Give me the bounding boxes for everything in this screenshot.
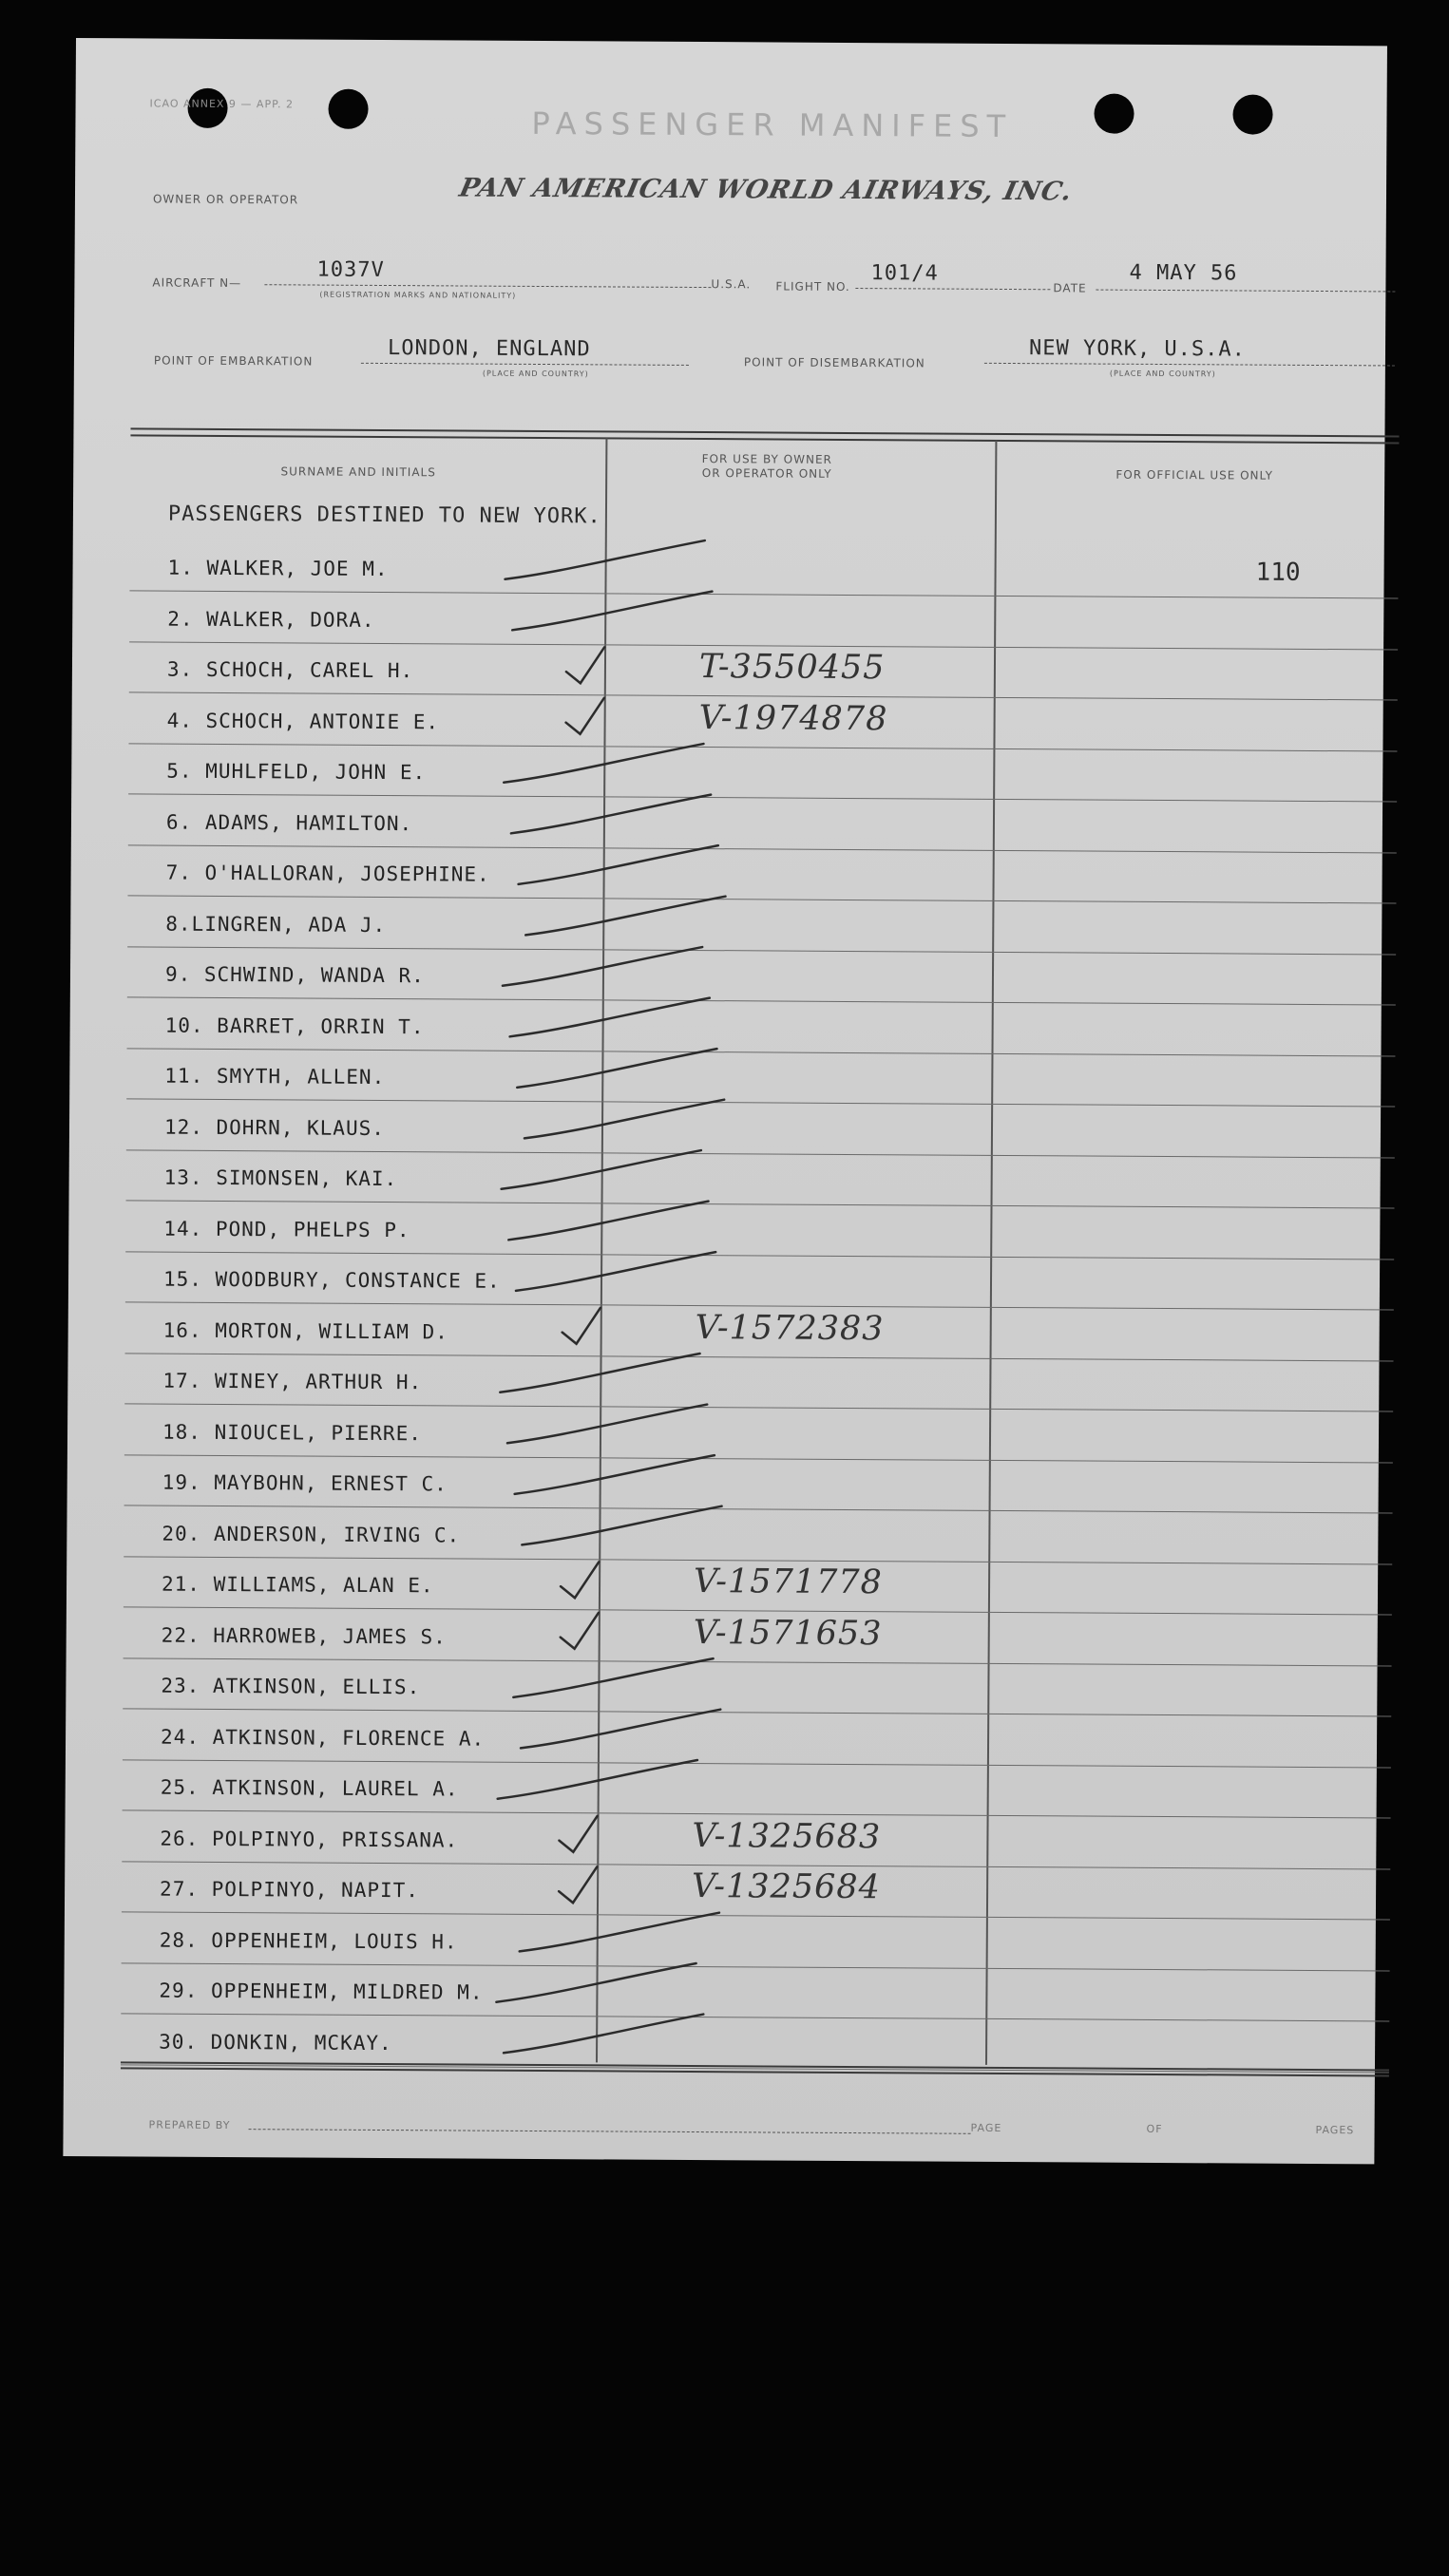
surname-column-header: SURNAME AND INITIALS [280, 464, 436, 480]
checkmark-stroke [507, 1403, 707, 1444]
passenger-name: 19. MAYBOHN, ERNEST C. [162, 1470, 448, 1496]
checkmark-stroke [496, 1962, 696, 2003]
manifest-sheet [63, 38, 1387, 2164]
passenger-name: 4. SCHOCH, ANTONIE E. [166, 709, 440, 733]
checkmark-stroke [561, 1562, 599, 1598]
passenger-name: 18. NIOUCEL, PIERRE. [162, 1420, 422, 1445]
passenger-name: 25. ATKINSON, LAUREL A. [160, 1775, 459, 1801]
passenger-name: 27. POLPINYO, NAPIT. [160, 1877, 420, 1903]
checkmark-stroke [505, 540, 705, 580]
form-reference: ICAO ANNEX 9 — APP. 2 [149, 97, 295, 111]
passenger-name: 16. MORTON, WILLIAM D. [162, 1318, 448, 1343]
checkmark-stroke [559, 1816, 597, 1852]
checkmark-stroke [498, 1759, 697, 1800]
checkmark-stroke [562, 1308, 601, 1344]
disembarkation-label: POINT OF DISEMBARKATION [743, 355, 925, 370]
checkmark-stroke [515, 1454, 715, 1495]
passenger-name: 7. O'HALLORAN, JOSEPHINE. [165, 861, 490, 886]
passenger-name: 26. POLPINYO, PRISSANA. [160, 1827, 459, 1851]
checkmark-stroke [566, 698, 604, 734]
checkmark-stroke [508, 1200, 708, 1241]
embarkation-point: LONDON, ENGLAND [387, 336, 591, 362]
official-use-number: 110 [1255, 558, 1301, 587]
visa-number: V-1571778 [693, 1563, 883, 1602]
checkmark-stroke [559, 1866, 597, 1903]
checkmark-stroke [522, 1505, 721, 1545]
official-column-header: FOR OFFICIAL USE ONLY [1115, 467, 1274, 483]
visa-number: T-3550455 [698, 648, 886, 688]
prepared-by-label: PREPARED BY [148, 2118, 231, 2132]
checkmark-stroke [513, 1657, 713, 1698]
passenger-name: 23. ATKINSON, ELLIS. [161, 1674, 421, 1699]
passenger-name: 24. ATKINSON, FLORENCE A. [161, 1725, 486, 1751]
page-label: PAGE [970, 2121, 1002, 2134]
passenger-name: 9. SCHWIND, WANDA R. [164, 962, 425, 988]
flight-date: 4 MAY 56 [1129, 260, 1238, 286]
passenger-name: 8.LINGREN, ADA J. [165, 912, 387, 937]
checkmark-stroke [517, 1048, 716, 1089]
passenger-name: 17. WINEY, ARTHUR H. [162, 1369, 423, 1394]
checkmark-stroke [510, 996, 710, 1037]
usa-label: U.S.A. [711, 277, 752, 292]
section-heading: PASSENGERS DESTINED TO NEW YORK. [167, 502, 601, 529]
disembarkation-point: NEW YORK, U.S.A. [1028, 336, 1247, 362]
passenger-name: 21. WILLIAMS, ALAN E. [161, 1572, 434, 1598]
visa-number: V-1974878 [698, 698, 888, 738]
flight-label: FLIGHT NO. [775, 279, 850, 294]
form-title: PASSENGER MANIFEST [531, 104, 1014, 145]
checkmark-stroke [519, 844, 718, 885]
checkmark-stroke [512, 590, 712, 631]
operator-name: PAN AMERICAN WORLD AIRWAYS, INC. [456, 173, 1076, 207]
aircraft-label: AIRCRAFT N— [152, 275, 242, 291]
checkmark-stroke [511, 793, 711, 834]
checkmark-stroke [521, 1708, 720, 1749]
passenger-name: 6. ADAMS, HAMILTON. [165, 810, 413, 835]
visa-number: V-1325683 [692, 1816, 882, 1856]
aircraft-number: 1037V [316, 257, 385, 282]
operator-column-header: FOR USE BY OWNER OR OPERATOR ONLY [701, 452, 832, 481]
passenger-name: 14. POND, PHELPS P. [163, 1217, 410, 1241]
passenger-name: 3. SCHOCH, CAREL H. [166, 657, 414, 683]
checkmark-stroke [504, 2013, 703, 2054]
passenger-name: 22. HARROWEB, JAMES S. [161, 1623, 447, 1648]
checkmark-stroke [504, 743, 703, 784]
owner-label: OWNER OR OPERATOR [152, 192, 299, 207]
checkmark-stroke [524, 1098, 724, 1139]
pages-label: PAGES [1315, 2124, 1355, 2137]
visa-number: V-1571653 [693, 1613, 883, 1653]
passenger-name: 1. WALKER, JOE M. [167, 556, 389, 581]
date-label: DATE [1053, 281, 1087, 295]
checkmark-stroke [516, 1251, 715, 1292]
registration-note: (REGISTRATION MARKS AND NATIONALITY) [319, 290, 517, 300]
passenger-name: 15. WOODBURY, CONSTANCE E. [162, 1267, 501, 1293]
passenger-name: 28. OPPENHEIM, LOUIS H. [159, 1928, 458, 1953]
handwritten-checkmarks [63, 38, 1387, 2164]
place-note: (PLACE AND COUNTRY) [1109, 369, 1216, 379]
checkmark-stroke [502, 1149, 701, 1190]
checkmark-stroke [520, 1911, 719, 1952]
visa-number: V-1325684 [692, 1866, 882, 1907]
passenger-name: 13. SIMONSEN, KAI. [163, 1165, 398, 1191]
passenger-name: 5. MUHLFELD, JOHN E. [166, 759, 427, 785]
passenger-name: 29. OPPENHEIM, MILDRED M. [159, 1979, 484, 2004]
passenger-name: 12. DOHRN, KLAUS. [163, 1115, 386, 1140]
passenger-name: 30. DONKIN, MCKAY. [159, 2030, 392, 2055]
passenger-name: 20. ANDERSON, IRVING C. [162, 1522, 461, 1546]
checkmark-stroke [503, 946, 702, 987]
place-note: (PLACE AND COUNTRY) [482, 369, 589, 379]
passenger-name: 2. WALKER, DORA. [167, 607, 375, 632]
embarkation-label: POINT OF EMBARKATION [153, 353, 314, 369]
checkmark-stroke [561, 1613, 599, 1649]
passenger-name: 10. BARRET, ORRIN T. [164, 1013, 425, 1038]
checkmark-stroke [500, 1353, 699, 1393]
of-label: OF [1146, 2122, 1163, 2136]
passenger-name: 11. SMYTH, ALLEN. [164, 1064, 386, 1089]
checkmark-stroke [566, 647, 604, 683]
flight-number: 101/4 [870, 261, 939, 286]
visa-number: V-1572383 [695, 1308, 885, 1348]
checkmark-stroke [525, 895, 725, 936]
